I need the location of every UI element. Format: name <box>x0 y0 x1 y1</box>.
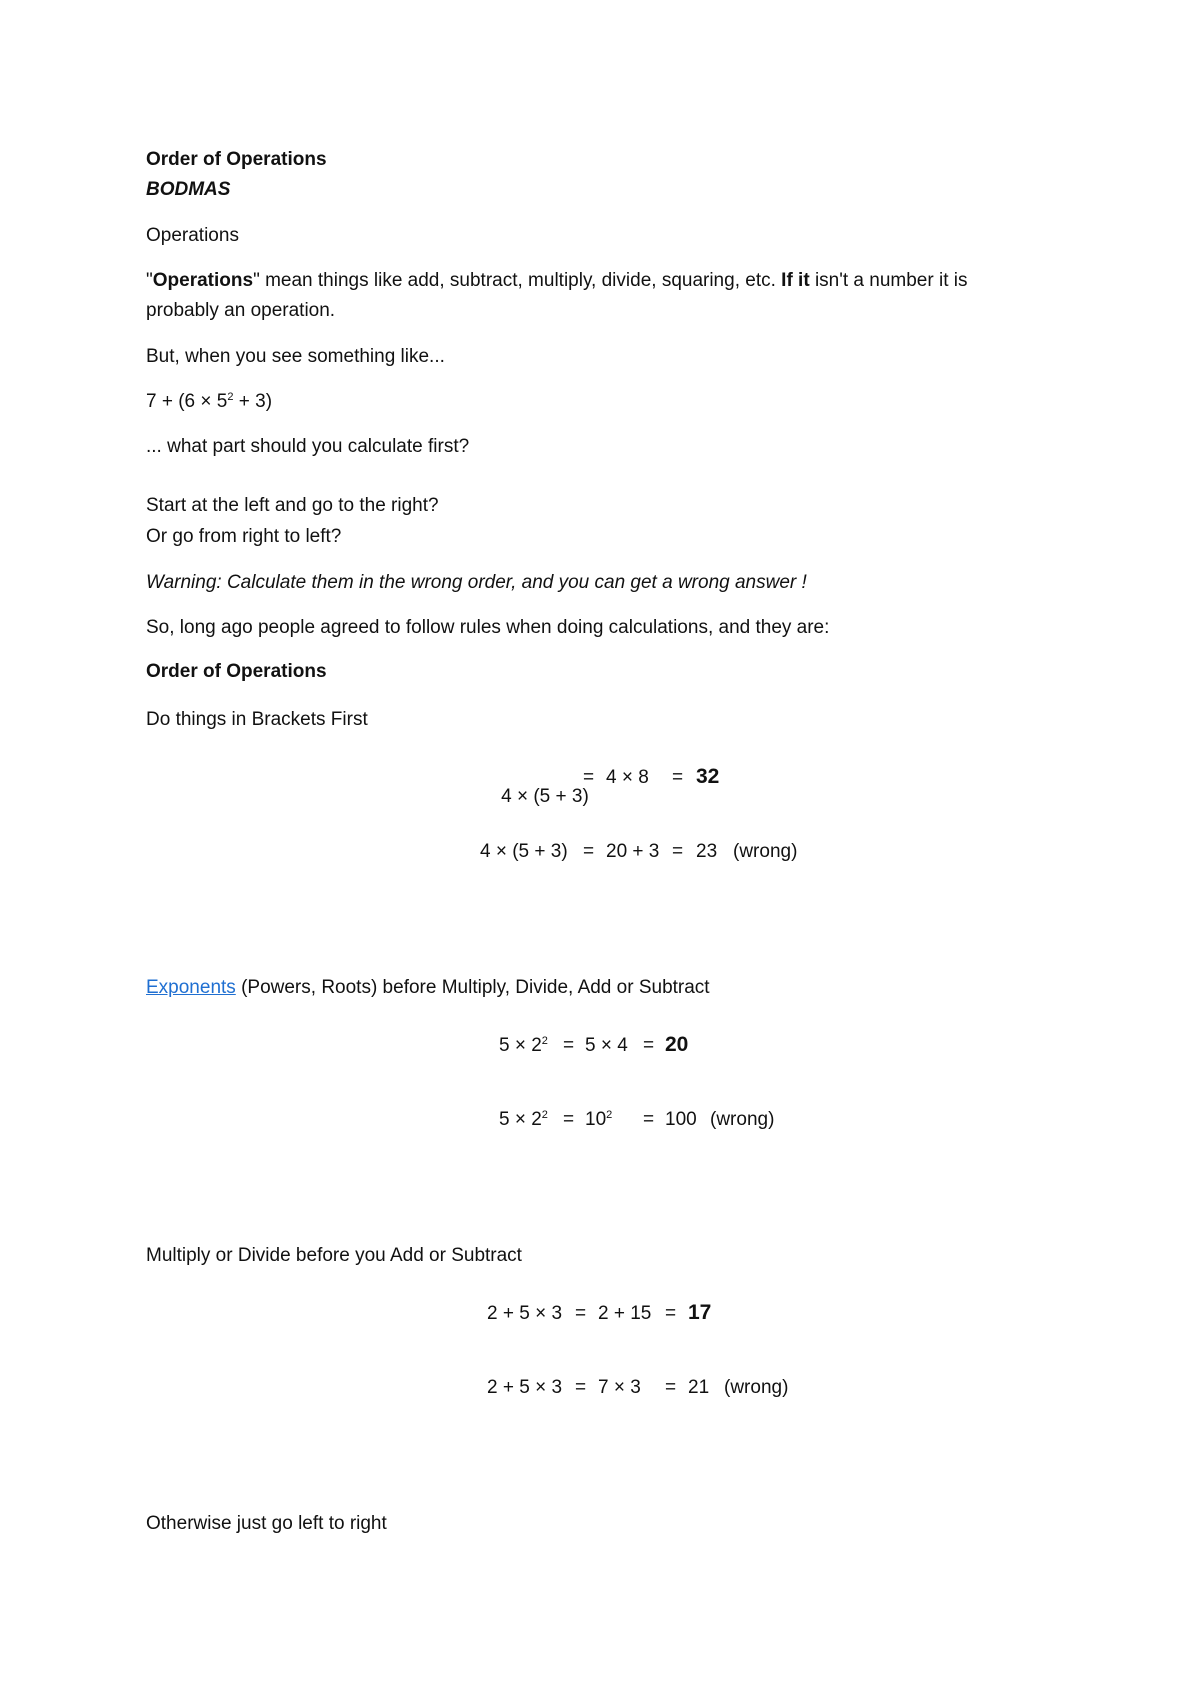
wrong-note: (wrong) <box>733 841 798 862</box>
brackets-equation-wrong: 4 × (5 + 3) <box>480 841 568 862</box>
example-expression: $7 + (6 \times 5^2 + 3)$ <box>146 391 273 412</box>
wrong-note: (wrong) <box>724 1377 789 1398</box>
exponents-equation-wrong: $5 \times 2^2$ <box>499 1109 548 1130</box>
option-right-to-left: Or go from right to left? <box>146 526 342 547</box>
exponents-wrong-step: $10^2$ <box>585 1109 613 1130</box>
equals-sign: = <box>575 1303 587 1324</box>
multiply-equation-wrong: 2 + 5 × 3 <box>487 1377 563 1398</box>
equals-sign: = <box>575 1377 587 1398</box>
warning-label: Warning <box>146 572 217 593</box>
brackets-wrong-result: 23 <box>696 841 718 862</box>
warning-text: Warning: Calculate them in the wrong order, and you can get a wrong answer ! <box>146 572 807 593</box>
equals-sign: = <box>672 841 684 862</box>
intro-text: But, when you see something like... <box>146 346 445 367</box>
definition-line-1: "Operations" mean things like add, subtract, multiply, divide, squaring, etc. If it isn't a number it is <box>146 270 968 291</box>
wrong-note: (wrong) <box>710 1109 775 1130</box>
option-left-to-right: Start at the left and go to the right? <box>146 495 439 516</box>
rule-multiply-text: Multiply or Divide before you Add or Subtract <box>146 1245 522 1266</box>
rules-heading: Order of Operations <box>146 661 327 682</box>
agreement-text: So, long ago people agreed to follow rules when doing calculations, and they are: <box>146 617 830 638</box>
definition-line-2: probably an operation. <box>146 300 336 321</box>
exponents-wrong-result: 100 <box>665 1109 697 1130</box>
exponents-link[interactable]: Exponents <box>146 977 236 998</box>
rule-exponents-text: Exponents (Powers, Roots) before Multiply, Divide, Add or Subtract <box>146 977 710 998</box>
example-exponent: 2 <box>227 391 234 403</box>
multiply-wrong-result: 21 <box>688 1377 710 1398</box>
equals-sign: = <box>583 767 595 788</box>
equals-sign: = <box>583 841 595 862</box>
equals-sign: = <box>665 1303 677 1324</box>
brackets-equation-correct: 4 × (5 + 3) <box>501 786 589 807</box>
definition-term: Operations <box>152 270 254 291</box>
brackets-wrong-step: 20 + 3 <box>606 841 660 862</box>
multiply-result: 17 <box>688 1301 712 1324</box>
multiply-equation-correct: 2 + 5 × 3 <box>487 1303 563 1324</box>
definition-bold: If it <box>781 270 810 291</box>
page-subtitle: BODMAS <box>146 179 231 200</box>
multiply-wrong-step: 7 × 3 <box>598 1377 641 1398</box>
brackets-step: 4 × 8 <box>606 767 649 788</box>
equals-sign: = <box>563 1035 575 1056</box>
exponents-equation-correct: $5 \times 2^2$ <box>499 1035 548 1056</box>
section-label: Operations <box>146 225 239 246</box>
equals-sign: = <box>665 1377 677 1398</box>
brackets-result: 32 <box>696 765 720 788</box>
rule-brackets-text: Do things in Brackets First <box>146 709 368 730</box>
rule-left-to-right-text: Otherwise just go left to right <box>146 1513 387 1534</box>
definition-text: " mean things like add, subtract, multiply, divide, squaring, etc. <box>253 270 782 291</box>
question-text: ... what part should you calculate first? <box>146 436 470 457</box>
exponents-result: 20 <box>665 1033 689 1056</box>
exponents-step: 5 × 4 <box>585 1035 628 1056</box>
multiply-step: 2 + 15 <box>598 1303 652 1324</box>
page-title: Order of Operations <box>146 149 327 170</box>
equals-sign: = <box>643 1035 655 1056</box>
definition-text-after: isn't a number it is <box>809 270 968 291</box>
equals-sign: = <box>643 1109 655 1130</box>
equals-sign: = <box>563 1109 575 1130</box>
equals-sign: = <box>672 767 684 788</box>
